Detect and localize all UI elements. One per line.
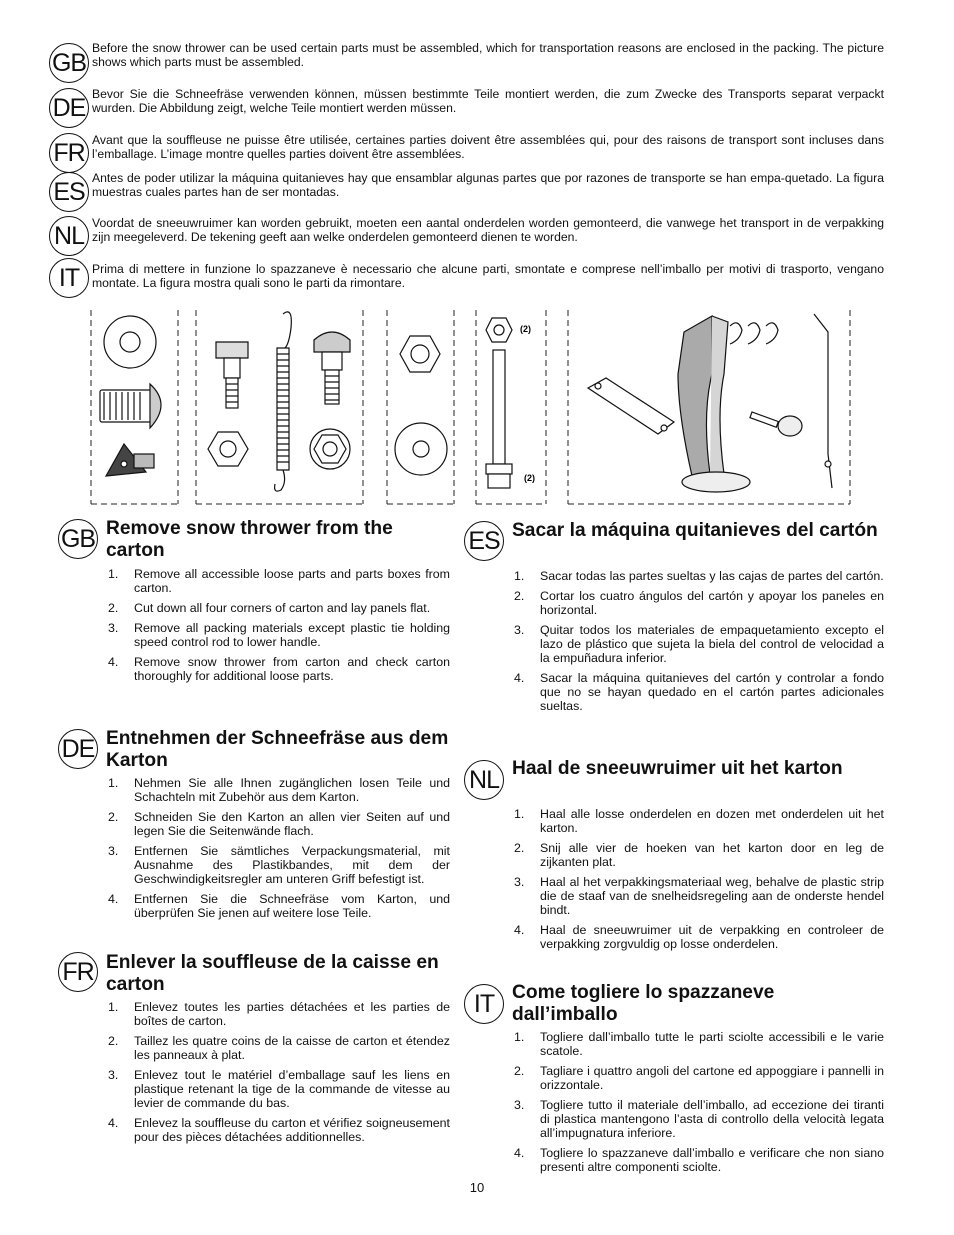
step-number: 3. — [108, 844, 119, 858]
extension-spring-icon — [275, 312, 292, 491]
step-item — [104, 1034, 450, 1062]
step-number: 4. — [514, 671, 525, 685]
step-item — [104, 655, 450, 683]
step-number: 4. — [108, 655, 119, 669]
step-item — [510, 1030, 884, 1058]
step-item — [104, 776, 450, 804]
step-text: Remove all accessible loose parts and parts boxes from carton. — [134, 567, 450, 595]
step-text: Cortar los cuatro ángulos del cartón y apoyar los paneles en horizontal. — [540, 589, 884, 617]
knob-icon — [106, 444, 154, 476]
steps-list-nl — [510, 807, 884, 957]
step-number: 1. — [108, 567, 119, 581]
step-number: 3. — [514, 875, 525, 889]
step-number: 1. — [514, 1030, 525, 1044]
step-text: Enlevez la souffleuse du carton et vérifiez soigneusement pour des pièces détachées additionnelles. — [134, 1116, 450, 1144]
language-badge-nl: NL — [49, 216, 89, 256]
step-item — [104, 1068, 450, 1110]
steps-list-it — [510, 1030, 884, 1180]
step-number: 1. — [514, 569, 525, 583]
step-text: Nehmen Sie alle Ihnen zugänglichen losen Teile und Schachteln mit Zubehör aus dem Karton. — [134, 776, 450, 804]
step-text: Haal al het verpakkingsmateriaal weg, behalve de plastic strip die de staaf van de snelheidsregeling aan de onderste hendel bindt. — [540, 875, 884, 917]
hex-nut-icon — [400, 336, 440, 372]
step-item — [510, 923, 884, 951]
locking-pin-icon — [750, 412, 802, 436]
quantity-label-top: (2) — [520, 324, 531, 334]
step-number: 3. — [514, 1098, 525, 1112]
steps-list-fr — [104, 1000, 450, 1150]
step-item — [104, 601, 450, 615]
intro-text-nl: Voordat de sneeuwruimer kan worden gebruikt, moeten een aantal onderdelen worden gemonteerd, die vanwege het transport in de verpakking zijn meegeleverd. De tekening geeft aan welke onderdelen gemonteerd dienen te worden. — [92, 216, 884, 245]
step-item — [510, 841, 884, 869]
language-badge-es: ES — [464, 521, 504, 561]
step-number: 2. — [108, 601, 119, 615]
carriage-bolt-long-icon — [314, 332, 350, 404]
step-text: Sacar todas las partes sueltas y las cajas de partes del cartón. — [540, 569, 884, 583]
snow-chute-icon — [588, 316, 750, 492]
step-number: 4. — [108, 892, 119, 906]
page-number: 10 — [469, 1180, 485, 1195]
step-item — [510, 1146, 884, 1174]
step-number: 3. — [108, 621, 119, 635]
step-item — [104, 621, 450, 649]
section-title-it: Come togliere lo spazzaneve dall’imballo — [512, 982, 775, 1025]
control-rod-icon — [814, 314, 832, 488]
intro-text-fr: Avant que la souffleuse ne puisse être utilisée, certaines parties doivent être assemblées qui, pour des raisons de transport sont incluses dans l’emballage. L’image montre quelles parties doivent être assemblées. — [92, 133, 884, 162]
language-badge-nl: NL — [464, 760, 504, 800]
step-number: 2. — [108, 1034, 119, 1048]
steps-list-es — [510, 569, 884, 719]
steps-list-gb — [104, 567, 450, 689]
step-text: Taillez les quatre coins de la caisse de carton et étendez les panneaux à plat. — [134, 1034, 450, 1062]
hairpin-clip-icon — [730, 323, 778, 344]
section-title-de: Entnehmen der Schneefräse aus dem Karton — [106, 728, 449, 771]
flange-nut-icon — [310, 429, 350, 469]
step-item — [104, 1116, 450, 1144]
step-item — [510, 569, 884, 583]
step-text: Cut down all four corners of carton and lay panels flat. — [134, 601, 431, 615]
step-number: 1. — [514, 807, 525, 821]
section-title-fr: Enlever la souffleuse de la caisse en carton — [106, 952, 439, 995]
intro-text-de: Bevor Sie die Schneefräse verwenden können, müssen bestimmte Teile montiert werden, die zum Zwecke des Transports separat verpackt wurden. Die Abbildung zeigt, welche Teile montiert werden müssen. — [92, 87, 884, 116]
step-item — [510, 671, 884, 713]
step-text: Tagliare i quattro angoli del cartone ed appoggiare i pannelli in orizzontale. — [540, 1064, 884, 1092]
step-text: Enlevez toutes les parties détachées et les parties de boîtes de carton. — [134, 1000, 450, 1028]
step-text: Schneiden Sie den Karton an allen vier Seiten auf und legen Sie die Seitenwände flach. — [134, 810, 450, 838]
step-text: Quitar todos los materiales de empaquetamiento excepto el lazo de plástico que sujeta la biela del control de velocidad a la empuñadura inferior. — [540, 623, 884, 665]
step-text: Haal de sneeuwruimer uit de verpakking en controleer de verpakking zorgvuldig op losse onderdelen. — [540, 923, 884, 951]
step-number: 2. — [514, 589, 525, 603]
step-text: Haal alle losse onderdelen en dozen met onderdelen uit het karton. — [540, 807, 884, 835]
step-item — [510, 589, 884, 617]
step-item — [104, 892, 450, 920]
step-item — [510, 623, 884, 665]
step-text: Entfernen Sie die Schneefräse vom Karton, und überprüfen Sie jenen auf weitere lose Teile. — [134, 892, 450, 920]
intro-text-it: Prima di mettere in funzione lo spazzaneve è necessario che alcune parti, smontate e comprese nell’imballo per motivi di trasporto, vengano montate. La figura mostra quali sono le parti da rimontare. — [92, 262, 884, 291]
carriage-bolt-icon — [100, 384, 161, 428]
step-item — [104, 567, 450, 595]
quantity-label-bottom: (2) — [524, 473, 535, 483]
step-number: 1. — [108, 776, 119, 790]
step-text: Enlevez tout le matériel d’emballage sauf les liens en plastique retenant la tige de la commande de vitesse au levier de commande du bas. — [134, 1068, 450, 1110]
lock-nut-icon — [208, 432, 248, 466]
step-number: 4. — [108, 1116, 119, 1130]
language-badge-it: IT — [464, 984, 504, 1024]
shoulder-bolt-icon — [216, 342, 248, 408]
language-badge-de: DE — [49, 88, 89, 128]
language-badge-gb: GB — [49, 43, 89, 83]
step-number: 3. — [108, 1068, 119, 1082]
steps-list-de — [104, 776, 450, 926]
step-item — [510, 807, 884, 835]
section-title-gb: Remove snow thrower from the carton — [106, 518, 393, 561]
language-badge-fr: FR — [49, 133, 89, 173]
step-text: Togliere tutto il materiale dell’imballo, ad eccezione dei tiranti di plastica mantengono l’asta di controllo della velocità legata all’impugnatura inferiore. — [540, 1098, 884, 1140]
parts-figure — [88, 304, 852, 507]
step-item — [510, 875, 884, 917]
step-item — [104, 1000, 450, 1028]
step-number: 3. — [514, 623, 525, 637]
step-text: Remove snow thrower from carton and check carton thoroughly for additional loose parts. — [134, 655, 450, 683]
step-number: 2. — [108, 810, 119, 824]
step-item — [510, 1098, 884, 1140]
step-item — [104, 844, 450, 886]
step-number: 1. — [108, 1000, 119, 1014]
step-number: 2. — [514, 841, 525, 855]
step-text: Togliere lo spazzaneve dall’imballo e verificare che non siano presenti altre componenti sciolte. — [540, 1146, 884, 1174]
language-badge-es: ES — [49, 172, 89, 212]
section-title-nl: Haal de sneeuwruimer uit het karton — [512, 758, 843, 779]
hex-bolt-icon — [486, 318, 512, 488]
step-item — [104, 810, 450, 838]
language-badge-de: DE — [58, 729, 98, 769]
intro-text-gb: Before the snow thrower can be used certain parts must be assembled, which for transportation reasons are enclosed in the packing. The picture shows which parts must be assembled. — [92, 41, 884, 70]
flat-washer-icon — [104, 316, 156, 368]
language-badge-it: IT — [49, 258, 89, 298]
section-title-es: Sacar la máquina quitanieves del cartón — [512, 520, 878, 541]
step-number: 4. — [514, 923, 525, 937]
language-badge-fr: FR — [58, 952, 98, 992]
step-text: Remove all packing materials except plastic tie holding speed control rod to lower handle. — [134, 621, 450, 649]
step-item — [510, 1064, 884, 1092]
step-number: 2. — [514, 1064, 525, 1078]
step-number: 4. — [514, 1146, 525, 1160]
step-text: Entfernen Sie sämtliches Verpackungsmaterial, mit Ausnahme des Plastikbandes, mit dem der Geschwindigkeitsregler am unteren Griff befestigt ist. — [134, 844, 450, 886]
step-text: Snij alle vier de hoeken van het karton door en leg de zijkanten plat. — [540, 841, 884, 869]
language-badge-gb: GB — [58, 519, 98, 559]
step-text: Sacar la máquina quitanieves del cartón y controlar a fondo que no se hayan quedado en el cartón partes adicionales sueltas. — [540, 671, 884, 713]
intro-text-es: Antes de poder utilizar la máquina quitanieves hay que ensamblar algunas partes que por razones de transporte se han empa-quetado. La figura muestras cuales partes han de ser montadas. — [92, 171, 884, 200]
large-washer-icon — [395, 423, 447, 475]
step-text: Togliere dall’imballo tutte le parti sciolte accessibili e le varie scatole. — [540, 1030, 884, 1058]
